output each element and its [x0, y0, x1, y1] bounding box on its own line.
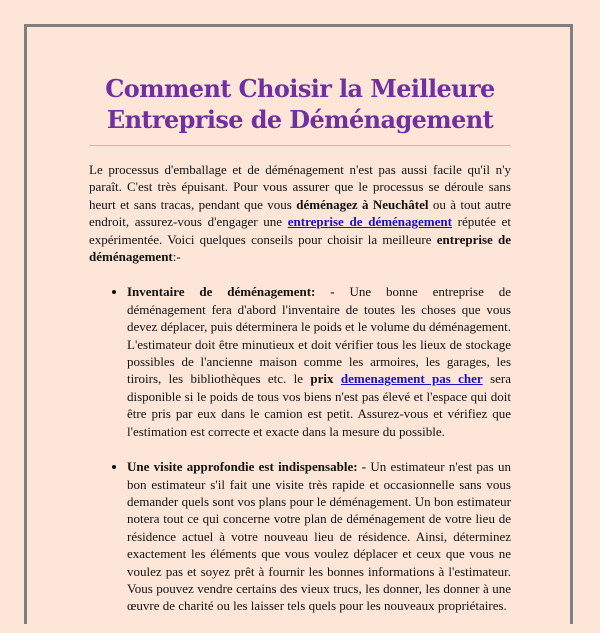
intro-bold-term: entreprise de déménagement [89, 231, 511, 265]
tip-text: sera disponible si le poids de tous vos biens n'est pas élevé et l'espace qui doit être pris par eux dans le camion est petit. Assurez-vous et vérifiez que l'estimation est correcte et exacte dans la mesure du possible. [127, 371, 511, 439]
tip-text: Un estimateur n'est pas un bon estimateur s'il fait une visite très rapide et occasionnelle sans vous demander quels sont vos plans pour le déménagement. Un bon estimateur notera tout ce qui concerne votre plan de déménagement de votre lieu de résidence actuel à votre nouveau lieu de résidence. Ainsi, déterminez exactement les éléments que vous voulez déplacer et ceux que vous ne voulez pas et soyez prêt à fournir les bonnes informations à l'estimateur. Vous pouvez vendre certains des vieux trucs, les donner, les donner à une œuvre de charité ou les laisser tels quels pour les nouveaux propriétaires. [127, 459, 511, 614]
title-divider [89, 145, 511, 146]
intro-bold-location: déménagez à Neuchâtel [296, 196, 429, 212]
demenagement-pas-cher-link[interactable]: demenagement pas cher [340, 371, 483, 387]
tip-bold: prix [310, 371, 334, 387]
intro-text: réputée et expérimentée. Voici quelques conseils pour choisir la meilleure [89, 214, 511, 247]
article-body [89, 161, 511, 633]
tip-heading: Une visite approfondie est indispensable: - [127, 459, 371, 475]
intro-text: Le processus d'emballage et de déménagement n'est pas aussi facile qu'il n'y paraît. C'est très épuisant. Pour vous assurer que le processus se déroule sans heurt et sans tracas, pendant que vous [89, 162, 511, 212]
intro-text: :- [172, 249, 181, 265]
intro-paragraph [89, 161, 511, 265]
entreprise-demenagement-link[interactable]: entreprise de déménagement [287, 214, 452, 230]
tips-list [89, 283, 511, 614]
tip-heading: Inventaire de déménagement: - [127, 284, 350, 300]
intro-text: ou à tout autre endroit, assurez-vous d'engager une [89, 196, 512, 230]
tip-text: Une bonne entreprise de déménagement fera d'abord l'inventaire de toutes les choses que vous devez déplacer, puis déterminera le poids et le volume du déménagement. L'estimateur doit être minutieux et doit vérifier tous les lieux de stockage possibles de l'ancienne maison comme les armoires, les garages, les tiroirs, les bibliothèques etc. le [127, 284, 511, 387]
list-item [127, 283, 511, 440]
list-item [127, 458, 511, 615]
page-title: Comment Choisir la Meilleure Entreprise de Déménagement [105, 74, 495, 134]
